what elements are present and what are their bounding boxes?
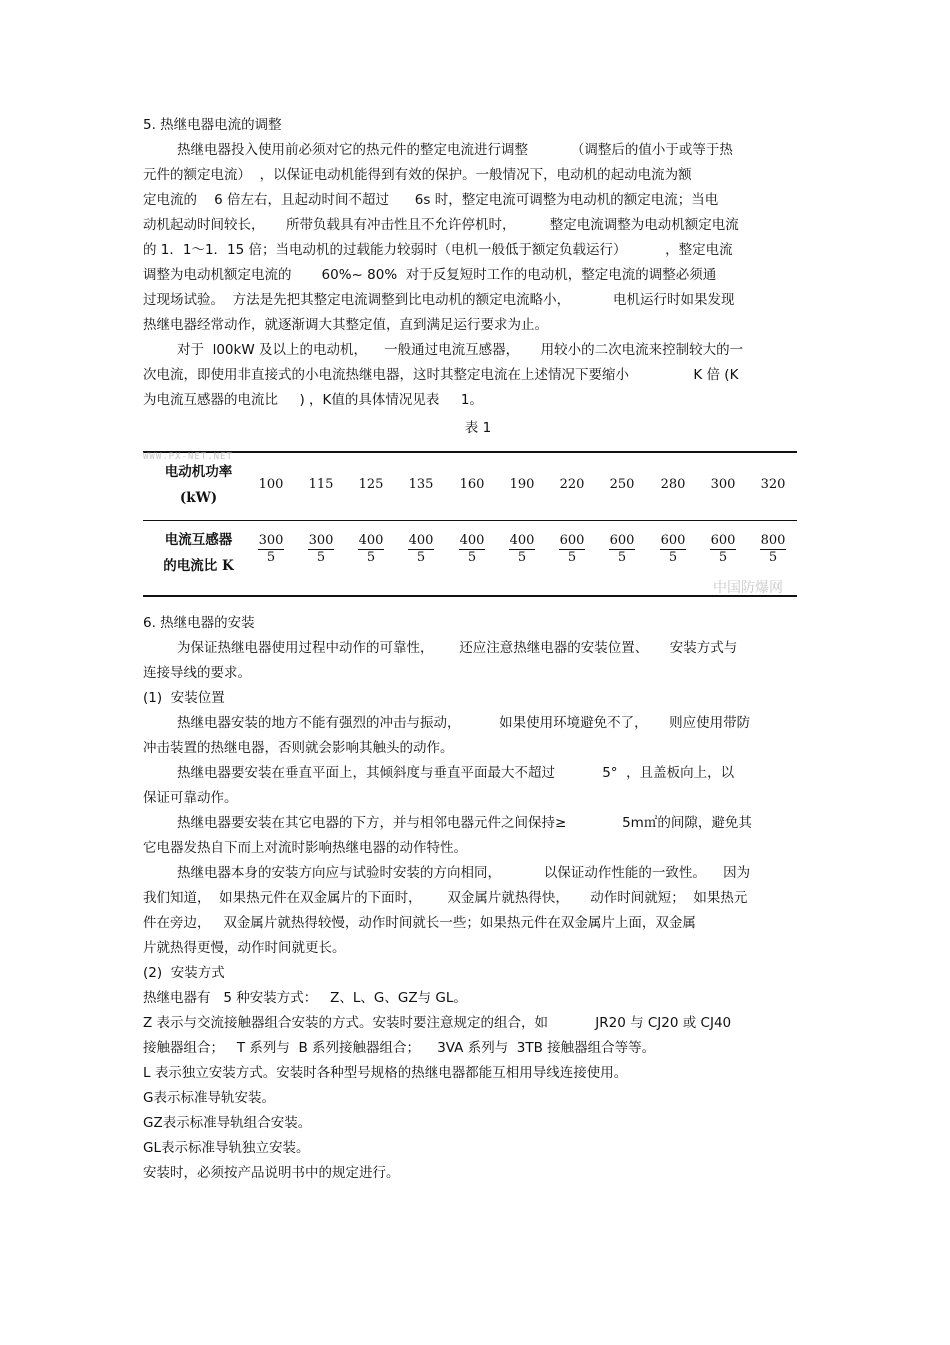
text-line: 动机起动时间较长， 所带负载具有冲击性且不允许停机时， 整定电流调整为电动机额定电流 xyxy=(143,217,739,233)
ratio-numerator: 600 xyxy=(710,533,736,548)
table-top-rule xyxy=(143,451,797,453)
text-line: 保证可靠动作。 xyxy=(143,790,238,806)
row-header-ratio xyxy=(151,527,246,579)
power-cell: 160 xyxy=(459,477,485,492)
power-cell: 320 xyxy=(760,477,786,492)
text-line: 热继电器经常动作，就逐渐调大其整定值，直到满足运行要求为止。 xyxy=(143,317,548,333)
ratio-denominator: 5 xyxy=(467,550,477,565)
ratio-denominator: 5 xyxy=(668,550,678,565)
watermark-url: WWW.PX-NET.NET xyxy=(143,452,233,462)
text-line: 我们知道， 如果热元件在双金属片的下面时， 双金属片就热得快， 动作时间就短； 如果热元 xyxy=(143,890,748,906)
ratio-cell xyxy=(602,533,642,566)
ratio-numerator: 400 xyxy=(408,533,434,548)
text-line: 热继电器有 5 种安装方式： Z、L、G、GZ与 GL。 xyxy=(143,990,467,1006)
ratio-denominator: 5 xyxy=(617,550,627,565)
row-header-ratio-label: 电流互感器 xyxy=(164,532,233,548)
text-line: 元件的额定电流） ，以保证电动机能得到有效的保护。一般情况下，电动机的起动电流为额 xyxy=(143,167,692,183)
text-line: 调整为电动机额定电流的 60%~ 80% 对于反复短时工作的电动机，整定电流的调整必须通 xyxy=(143,267,717,283)
ratio-cell xyxy=(351,533,391,566)
power-cell: 115 xyxy=(308,477,334,492)
text-line: G表示标准导轨安装。 xyxy=(143,1090,275,1106)
section-5-paragraph-1 xyxy=(143,138,813,338)
ratio-denominator: 5 xyxy=(366,550,376,565)
row-header-power-unit: (kW) xyxy=(179,490,218,506)
text-line: 过现场试验。 方法是先把其整定电流调整到比电动机的额定电流略小， 电机运行时如果发现 xyxy=(143,292,735,308)
section-5-heading: 5. 热继电器电流的调整 xyxy=(143,117,282,133)
text-line: GL表示标准导轨独立安装。 xyxy=(143,1140,310,1156)
ratio-cell xyxy=(401,533,441,566)
ratio-denominator: 5 xyxy=(768,550,778,565)
text-line: 件在旁边， 双金属片就热得较慢，动作时间就长一些；如果热元件在双金属片上面，双金属 xyxy=(143,915,696,931)
ratio-denominator: 5 xyxy=(266,550,276,565)
ratio-cell xyxy=(251,533,291,566)
ratio-numerator: 600 xyxy=(559,533,585,548)
text-line: Z 表示与交流接触器组合安装的方式。安装时要注意规定的组合，如 JR20 与 CJ20 或 CJ40 xyxy=(143,1015,732,1031)
row-header-ratio-unit: 的电流比 K xyxy=(163,558,234,574)
ratio-denominator: 5 xyxy=(718,550,728,565)
section-5-paragraph-2 xyxy=(143,338,813,413)
ratio-numerator: 400 xyxy=(358,533,384,548)
power-cell: 250 xyxy=(609,477,635,492)
row-header-power-label: 电动机功率 xyxy=(164,464,233,480)
row-header-power xyxy=(151,459,246,511)
table-caption: 表 1 xyxy=(464,420,492,436)
ratio-cell xyxy=(753,533,793,566)
ratio-denominator: 5 xyxy=(316,550,326,565)
text-line: 为保证热继电器使用过程中动作的可靠性， 还应注意热继电器的安装位置、 安装方式与 xyxy=(177,640,738,656)
text-line: GZ表示标准导轨组合安装。 xyxy=(143,1115,312,1131)
ratio-cell xyxy=(703,533,743,566)
ratio-cell xyxy=(452,533,492,566)
power-cell: 100 xyxy=(258,477,284,492)
subsection-heading: (2) 安装方式 xyxy=(143,965,225,981)
watermark-logo-text: 中国防爆网 xyxy=(713,580,783,596)
ratio-denominator: 5 xyxy=(567,550,577,565)
power-cell: 300 xyxy=(710,477,736,492)
ratio-numerator: 400 xyxy=(459,533,485,548)
text-line: 片就热得更慢，动作时间就更长。 xyxy=(143,940,346,956)
ratio-table xyxy=(143,451,813,599)
text-line: 接触器组合； T 系列与 B 系列接触器组合； 3VA 系列与 3TB 接触器组合等等。 xyxy=(143,1040,656,1056)
text-line: 连接导线的要求。 xyxy=(143,665,251,681)
text-line: 安装时，必须按产品说明书中的规定进行。 xyxy=(143,1165,400,1181)
text-line: 冲击装置的热继电器，否则就会影响其触头的动作。 xyxy=(143,740,454,756)
ratio-numerator: 800 xyxy=(760,533,786,548)
ratio-numerator: 600 xyxy=(660,533,686,548)
text-line: 它电器发热自下而上对流时影响热继电器的动作特性。 xyxy=(143,840,467,856)
text-line: L 表示独立安装方式。安装时各种型号规格的热继电器都能互相用导线连接使用。 xyxy=(143,1065,628,1081)
section-6-heading: 6. 热继电器的安装 xyxy=(143,615,255,631)
ratio-cell xyxy=(653,533,693,566)
ratio-denominator: 5 xyxy=(517,550,527,565)
ratio-cell xyxy=(502,533,542,566)
power-cell: 190 xyxy=(509,477,535,492)
text-line: 次电流，即使用非直接式的小电流热继电器，这时其整定电流在上述情况下要缩小 K 倍 (K xyxy=(143,367,739,383)
table-middle-rule xyxy=(143,520,797,521)
ratio-denominator: 5 xyxy=(416,550,426,565)
ratio-numerator: 300 xyxy=(258,533,284,548)
power-cell: 135 xyxy=(408,477,434,492)
power-cell: 280 xyxy=(660,477,686,492)
text-line: 热继电器本身的安装方向应与试验时安装的方向相同， 以保证动作性能的一致性。 因为 xyxy=(177,865,751,881)
ratio-numerator: 600 xyxy=(609,533,635,548)
subsection-heading: (1) 安装位置 xyxy=(143,690,225,706)
text-line: 定电流的 6 倍左右，且起动时间不超过 6s 时，整定电流可调整为电动机的额定电流；当电 xyxy=(143,192,719,208)
table-bottom-rule xyxy=(143,595,797,597)
text-line: 热继电器投入使用前必须对它的热元件的整定电流进行调整 （调整后的值小于或等于热 xyxy=(177,142,733,158)
text-line: 的 1．1～1．15 倍；当电动机的过载能力较弱时（电机一般低于额定负载运行） ，整定电流 xyxy=(143,242,733,258)
text-line: 热继电器要安装在其它电器的下方，并与相邻电器元件之间保持≥ 5m㎡的间隙，避免其 xyxy=(177,815,752,831)
ratio-numerator: 400 xyxy=(509,533,535,548)
document-page xyxy=(143,113,813,1186)
text-line: 热继电器要安装在垂直平面上，其倾斜度与垂直平面最大不超过 5° ，且盖板向上，以 xyxy=(177,765,735,781)
ratio-cell xyxy=(301,533,341,566)
text-line: 对于 l00kW 及以上的电动机， 一般通过电流互感器， 用较小的二次电流来控制较大的一 xyxy=(177,342,744,358)
text-line: 热继电器安装的地方不能有强烈的冲击与振动， 如果使用环境避免不了， 则应使用带防 xyxy=(177,715,751,731)
ratio-cell xyxy=(552,533,592,566)
ratio-numerator: 300 xyxy=(308,533,334,548)
text-line: 为电流互感器的电流比 ) ，K值的具体情况见表 1。 xyxy=(143,392,483,408)
power-cell: 220 xyxy=(559,477,585,492)
power-cell: 125 xyxy=(358,477,384,492)
